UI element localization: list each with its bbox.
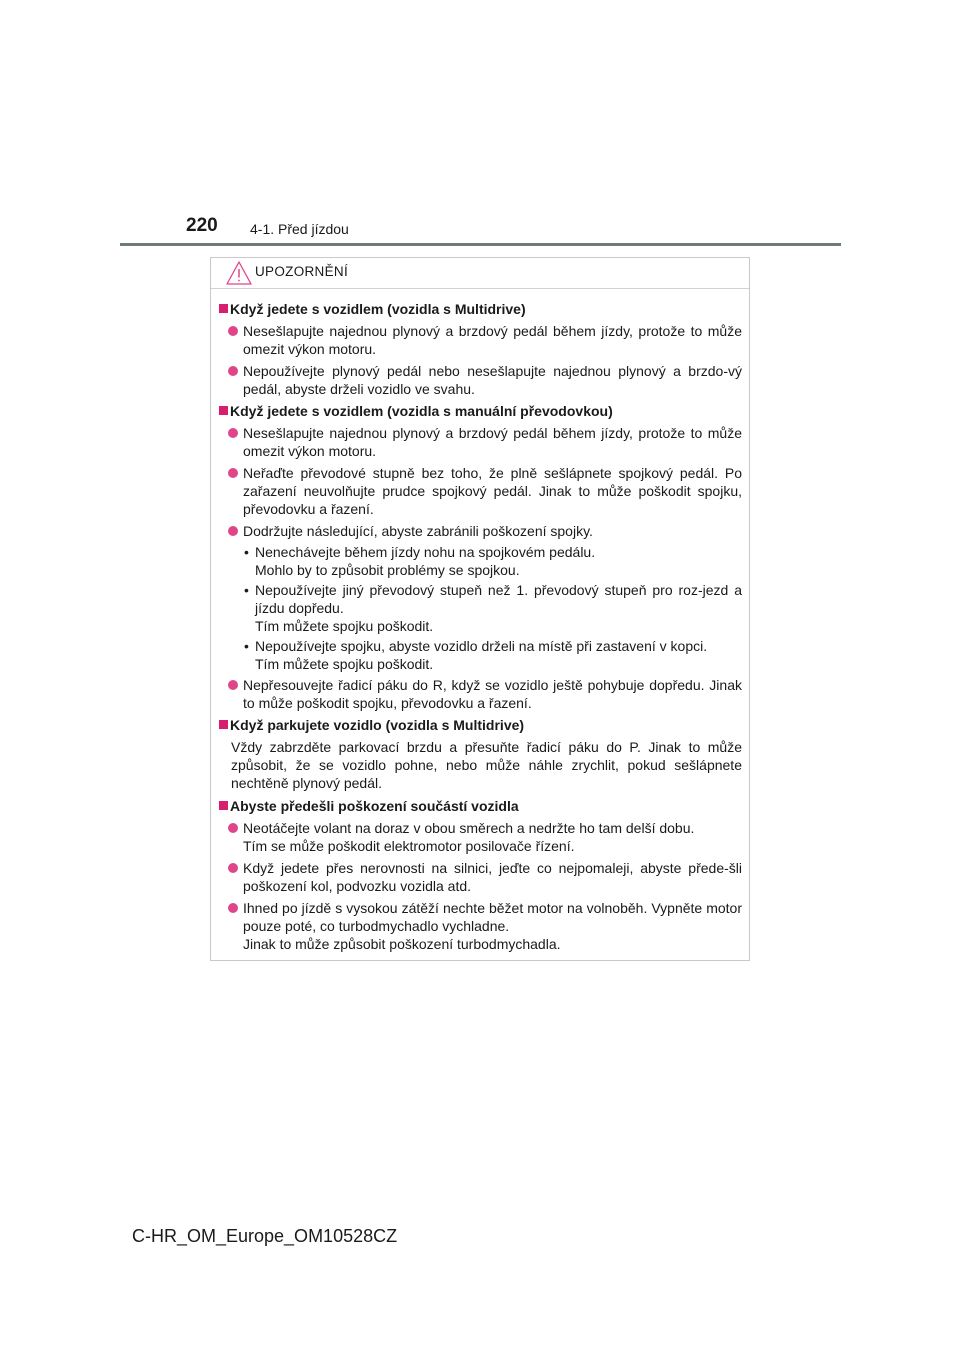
round-bullet-icon (228, 903, 238, 913)
square-bullet-icon (219, 406, 228, 415)
warning-title: UPOZORNĚNÍ (255, 264, 349, 279)
section-heading: Když jedete s vozidlem (vozidla s Multidrive) (219, 300, 742, 318)
list-item: Když jedete přes nerovnosti na silnici, jeďte co nejpomaleji, abyste přede-šli poškození kol, podvozku vozidla atd. (219, 859, 742, 895)
list-item: Nesešlapujte najednou plynový a brzdový pedál během jízdy, protože to může omezit výkon motoru. (219, 322, 742, 358)
section-heading: Když jedete s vozidlem (vozidla s manuální převodovkou) (219, 402, 742, 420)
round-bullet-icon (228, 366, 238, 376)
list-item: Neotáčejte volant na doraz v obou směrech a nedržte ho tam delší dobu. Tím se může poškodit elektromotor posilovače řízení. (219, 819, 742, 855)
document-id: C-HR_OM_Europe_OM10528CZ (132, 1226, 398, 1246)
round-bullet-icon (228, 326, 238, 336)
section-heading: Abyste předešli poškození součástí vozidla (219, 797, 742, 815)
square-bullet-icon (219, 720, 228, 729)
small-bullet-icon: • (244, 582, 249, 598)
list-item: Nesešlapujte najednou plynový a brzdový pedál během jízdy, protože to může omezit výkon motoru. (219, 424, 742, 460)
round-bullet-icon (228, 823, 238, 833)
square-bullet-icon (219, 801, 228, 810)
sub-list-item: • Nepoužívejte spojku, abyste vozidlo drželi na místě při zastavení v kopci. Tím můžete spojku poškodit. (244, 638, 708, 672)
small-bullet-icon: • (244, 544, 249, 560)
list-item: Dodržujte následující, abyste zabránili poškození spojky. (219, 522, 742, 540)
section-heading: Když parkujete vozidlo (vozidla s Multidrive) (219, 716, 742, 734)
warning-header (211, 258, 749, 289)
round-bullet-icon (228, 468, 238, 478)
round-bullet-icon (228, 863, 238, 873)
warning-body (211, 289, 749, 953)
round-bullet-icon (228, 680, 238, 690)
list-item: Neřaďte převodové stupně bez toho, že plně sešlápnete spojkový pedál. Po zařazení neuvolňujte prudce spojkový pedál. Jinak to může poškodit spojku, převodovku a řazení. (219, 464, 742, 518)
list-item: Nepřesouvejte řadicí páku do R, když se vozidlo ještě pohybuje dopředu. Jinak to může poškodit spojku, převodovku a řazení. (219, 676, 742, 712)
list-item: Nepoužívejte plynový pedál nebo nesešlapujte najednou plynový a brzdo-vý pedál, abyste drželi vozidlo ve svahu. (219, 362, 742, 398)
page-number: 220 (186, 215, 218, 236)
section-title: 4-1. Před jízdou (250, 221, 349, 237)
list-item: Ihned po jízdě s vysokou zátěží nechte běžet motor na volnoběh. Vypněte motor pouze poté, co turbodmychadlo vychladne. Jinak to může způsobit poškození turbodmychadla. (219, 899, 742, 953)
small-bullet-icon: • (244, 638, 249, 654)
header-rule (120, 243, 841, 246)
warning-triangle-icon (225, 260, 253, 286)
round-bullet-icon (228, 526, 238, 536)
round-bullet-icon (228, 428, 238, 438)
paragraph: Vždy zabrzděte parkovací brzdu a přesuňte řadicí páku do P. Jinak to může způsobit, že se vozidlo pohne, nebo může náhle zrychlit, pokud sešlápnete nechtěně plynový pedál. (231, 739, 742, 791)
sub-list-item: • Nepoužívejte jiný převodový stupeň než 1. převodový stupeň pro roz-jezd a jízdu dopředu. Tím můžete spojku poškodit. (244, 582, 742, 634)
warning-box (210, 257, 750, 961)
square-bullet-icon (219, 304, 228, 313)
sub-list-item: • Nenechávejte během jízdy nohu na spojkovém pedálu. Mohlo by to způsobit problémy se spojkou. (244, 544, 596, 578)
